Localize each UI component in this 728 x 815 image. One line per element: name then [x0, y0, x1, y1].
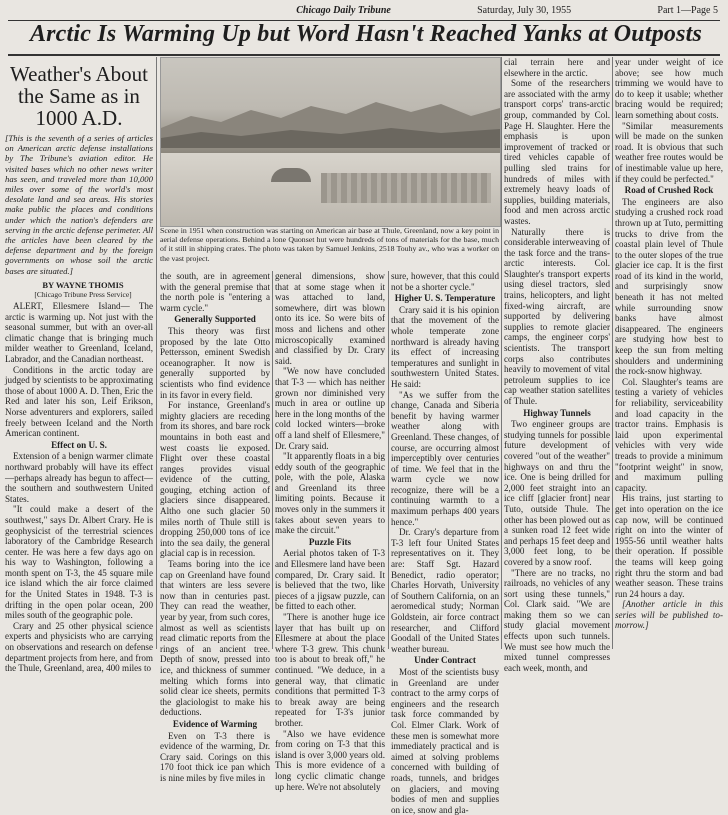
column-divider: [501, 57, 502, 649]
subhead: Under Contract: [414, 655, 476, 666]
paragraph: Some of the researchers are associated with the army transport corps' trans-arctic group, commanded by Col. Page H. Slaughter. Here the emphasis is upon improvement of tracked or tired vehicles capable of pulling sled trains for hundreds of miles with extremely heavy loads of supplies, building materials, food and men across arctic wastes.: [504, 78, 610, 226]
paragraph: "There is another huge ice layer that has built up on Ellesmere at about the place where T-3 grew. This chunk too is about to break off," he continued. "We deduce, in a general way, that climatic conditions that permitted T-3 to break away are being repeated for T-3's junior brother.: [275, 612, 385, 728]
subhead: Highway Tunnels: [523, 407, 591, 418]
mountain-silhouette: [161, 88, 500, 148]
paragraph: general dimensions, show that at some stage when it was attached to land, somewhere, dirt was blown onto its ice. So were bits of moss and lichens and other microscopically examined and classified by Dr. Crary said.: [275, 271, 385, 366]
byline: BY WAYNE THOMIS: [42, 279, 124, 290]
main-headline: Arctic Is Warming Up but Word Hasn't Reached Yanks at Outposts: [29, 21, 703, 47]
sidebar-column: [5, 57, 153, 674]
paragraph: "As we suffer from the change, Canada and Siberia benefit by having warmer weather along with Greenland. These changes, of course, are occurring almost imperceptibly over centuries of time. We feel that in the warm cycle we now recognize, there will be a continuing warmth to a maximum perhaps 400 years hence.": [391, 389, 499, 527]
sidebar-title: Weather's About the Same as in 1000 A.D.: [10, 62, 148, 130]
subhead: Higher U. S. Temperature: [394, 293, 496, 304]
paragraph: "Also we have evidence from coring on T-3 that this island is over 3,000 years old. This is more evidence of a long cyclic climatic change up here. We're not absolutely: [275, 728, 385, 792]
column-divider: [156, 57, 157, 649]
thule-photo: [160, 57, 501, 227]
page-header: [0, 0, 728, 20]
paragraph: Crary and 25 other physical science experts and physicists who are carrying on observations and research on defense department projects from here, and from the Thule, Greenland, area, 400 miles to: [5, 620, 153, 674]
newspaper-name: Chicago Daily Tribune: [296, 4, 391, 16]
subhead: Puzzle Fits: [308, 536, 352, 547]
paragraph: "We now have concluded that T-3 — which has neither grown nor diminished very much in area or outline up here in the long months of the cold locked winters—broke off a land shelf of Ellesmere," Dr. Crary said.: [275, 366, 385, 451]
paragraph: Col. Slaughter's teams are testing a variety of vehicles for reliability, serviceability and load capacity in the tractor trains. Emphasis is laid upon experimental vehicles with very wide treads to provide a minimum "footprint weight" in snow, and maximum pulling capacity.: [615, 376, 723, 493]
paragraph: Two engineer groups are studying tunnels for possible future development of covered "out of the weather" highways on and thru the ice. One is being drilled for 2,000 feet straight into an ice cliff [glacier front] near Tuto, outside Thule. The other has been plowed out as a sunken road 12 feet wide and perhaps 15 feet deep and 3,000 feet long, to be covered by a snow roof.: [504, 419, 610, 567]
paragraph: "It apparently floats in a big eddy south of the geographic pole, with the pole, Alaska and Greenland its three limiting points. Because it moves only in the summers it takes about seven years to make the circuit.": [275, 451, 385, 536]
paragraph: sure, however, that this could not be a shorter cycle.": [391, 271, 499, 292]
paragraph: Crary said it is his opinion that the movement of the whole temperate zone northward is already having its effect of increasing temperatures and sunlight in southwestern United States. He said:: [391, 304, 499, 389]
column-divider: [272, 271, 273, 649]
article-column-5: [504, 57, 610, 673]
paragraph: Dr. Crary's departure from T-3 left four United States representatives on it. They are: Staff Sgt. Hazard Benedict, radio operator; Charles Horvath, University of Southern California, on an aeromedical study; Norman Goldstein, air force contract researcher, and Clifford Goodall of the United States weather bureau.: [391, 527, 499, 654]
headline-rule: [8, 54, 720, 56]
paragraph: Extension of a benign warmer climate northward probably will have its effect—perhaps already has begun to affect—the southern and southwestern United States.: [5, 451, 153, 504]
paragraph: This theory was first proposed by the late Otto Pettersson, eminent Swedish oceanographer. It now is generally supported by scientists who find evidence in its favor in every field.: [160, 325, 270, 400]
paragraph: Aerial photos taken of T-3 and Ellesmere land have been compared, Dr. Crary said. It is believed that the two, like pieces of a jigsaw puzzle, can be fitted to each other.: [275, 548, 385, 612]
paragraph: Conditions in the arctic today are judged by scientists to be approximating those of about 1000 A. D. Then, Eric the Red and later his son, Leif Erikson, Norse adventurers and explorers, sailed freely between Iceland and the North American continent.: [5, 364, 153, 439]
paragraph: Naturally there is considerable interweaving of the task force and the trans-arctic interests. Col. Slaughter's transport experts using diesel tractors, sled trains, helicopters, and light fixed-wing aircraft, are supported by delivering supplies to remote glacier camps, the engineer corps' scientists. The transport corps also contributes heavily to movement of vital petroleum supplies to ice cap weather station satellites of Thule.: [504, 226, 610, 406]
series-endnote: [Another article in this series will be published to-morrow.]: [615, 599, 723, 631]
paragraph: His trains, just starting to get into operation on the ice cap now, will be continued right on into the winter of 1955-56 until weather halts their operation. If possible the teams will keep going right thru the storm and bad weather season. These trains run 24 hours a day.: [615, 493, 723, 599]
paragraph: Teams boring into the ice cap on Greenland have found that winters are less severe now than in centuries past. They can read the weather, year by year, from such cores, almost as well as scientists read climatic reports from the rings of an ancient tree. Depth of snow, pressed into ice, and thickness of summer melting which forms into solid clear ice sheets, permits the glaciologist to make his deductions.: [160, 559, 270, 718]
paragraph: cial terrain here and elsewhere in the arctic.: [504, 57, 610, 78]
supply-crates: [321, 173, 491, 203]
paragraph: For instance, Greenland's mighty glaciers are receding from its shores, and bare rock mountains in both east and west coasts lie exposed. Flight over these coastal ranges provides visual evidence of the cutting, gouging, etching action of glaciers since disappeared. Altho one such glacier 50 miles north of Thule still is dropping 250,000 tons of ice into the sea daily, the general glacial cap is in recession.: [160, 400, 270, 559]
series-intro: [This is the seventh of a series of articles on American arctic defense installations by The Tribune's aviation editor. He visited bases which no other news writer has seen, and traveled more than 10,000 miles over some of the world's most desolate land and sea areas. His stories make public the places and conditions under which the nation's defenders are serving in the arctic defense perimeter. All the articles have been cleared by the defense department and by the foreign governments on whose soil the arctic bases are situated.]: [5, 133, 153, 276]
subhead: Evidence of Warming: [172, 718, 258, 729]
paragraph: year under weight of ice above; see how much trimming we would have to do to keep it usable; whether bracing would be required; learn something about costs.: [615, 57, 723, 120]
paragraph: ALERT, Ellesmere Island— The arctic is warming up. Not just with the seasonal summer, but with an over-all climatic change that is bringing much milder weather to Greenland, Iceland, Labrador, and the Canadian northeast.: [5, 301, 153, 364]
paragraph: "There are no tracks, no railroads, no vehicles of any sort using these tunnels," Col. Clark said. "We are making them so we can study glacial movement effects upon such tunnels. We must see how much the mixed tunnel compresses each week, month, and: [504, 567, 610, 673]
paragraph: The engineers are also studying a crushed rock road thrown up at Tuto, permitting trucks to drive from the coastal plain level of Thule to the outer slopes of the true glacier ice cap. It is the first road of its kind in the world, and surprisingly snow beneath it has not melted while surrounding snow banks have almost disappeared. The engineers are studying how best to keep the sun from melting shoulders and undermining the rock-snow highway.: [615, 196, 723, 377]
photo-caption: Scene in 1951 when construction was starting on American air base at Thule, Greenland, now a key point in aerial defense operations. Behind a lone Quonset hut were hundreds of tons of materials for the base, much of it still in shipping crates. The photo was taken by Samuel Jenkins, 2518 Touhy av., who was a worker on the vast project.: [160, 226, 499, 263]
column-divider: [388, 271, 389, 649]
byline-service: [Chicago Tribune Press Service]: [34, 290, 132, 300]
article-column-4: [391, 271, 499, 815]
subhead: Effect on U. S.: [51, 439, 107, 450]
article-column-3: [275, 271, 385, 792]
article-column-6: [615, 57, 723, 649]
article-column-2: [160, 271, 270, 783]
subhead: Road of Crushed Rock: [624, 185, 714, 196]
paragraph: Most of the scientists busy in Greenland are under contract to the army corps of engineers and the research task force commanded by Col. Elmer Clark. Work of these men is somewhat more immediately practical and is aimed at solving problems concerned with building of roads, tunnels, and bridges on glaciers, and moving bodies of men and supplies on ice, snow and gla-: [391, 666, 499, 815]
paragraph: "It could make a desert of the southwest," says Dr. Albert Crary. He is geophysicist of the terrestrial sciences laboratory of the Cambridge Research center. He was here a few days ago on his way to Washington, following a month spent on T-3, the 45 square mile ice island which the air force claimed for the United States in 1948. T-3 is drifting in the open polar ocean, 200 miles south of the geographic pole.: [5, 504, 153, 621]
paragraph: "Similar measurements will be made on the sunken road. It is obvious that such weather free routes would be of inestimable value up here, if they could be perfected.": [615, 120, 723, 184]
page-section: Part 1—Page 5: [657, 4, 718, 16]
quonset-hut: [271, 168, 311, 182]
page-date: Saturday, July 30, 1955: [477, 4, 572, 16]
paragraph: the south, are in agreement with the general premise that the north pole is "entering a warm cycle.": [160, 271, 270, 313]
column-divider: [612, 57, 613, 649]
paragraph: Even on T-3 there is evidence of the warming, Dr. Crary said. Corings on this 170 foot thick ice pan which is nine miles by five miles in: [160, 730, 270, 783]
subhead: Generally Supported: [174, 314, 256, 325]
